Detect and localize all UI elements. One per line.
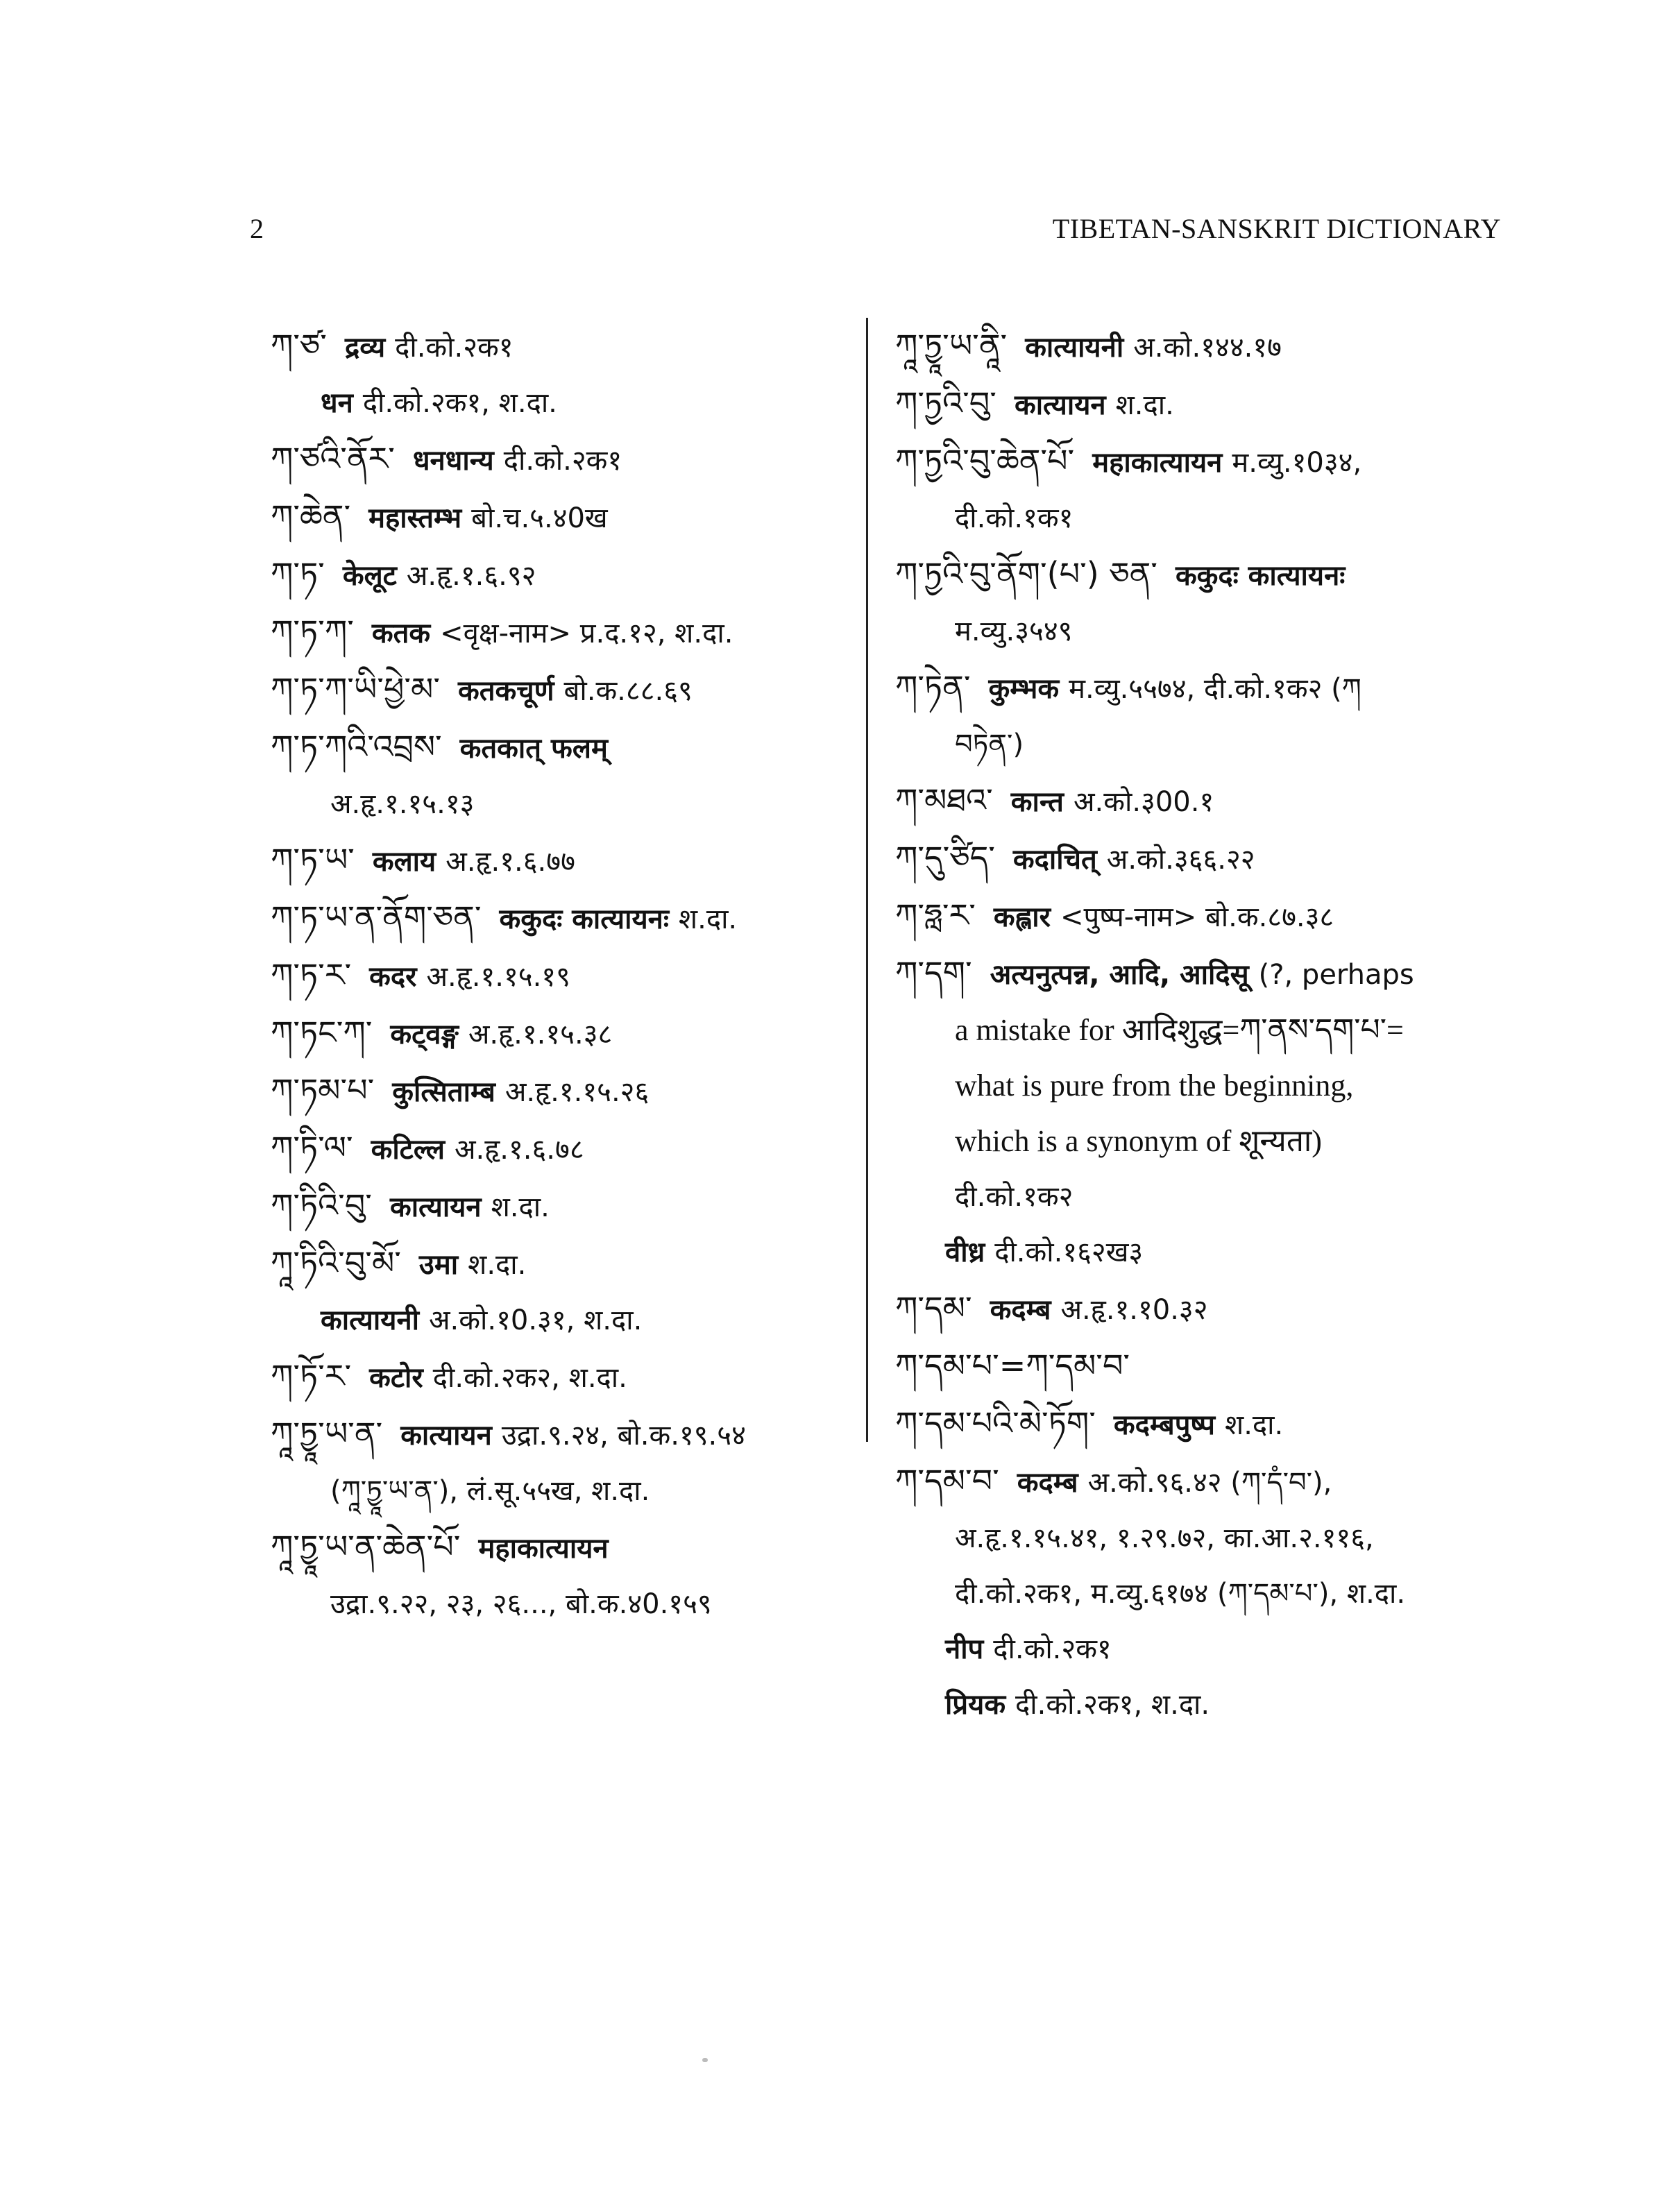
- source-reference: (?, perhaps: [1258, 959, 1414, 991]
- entry-continuation-line: [271, 1463, 847, 1519]
- entry-headline: [271, 1519, 847, 1576]
- source-reference: दी.को.२क१, श.दा.: [1015, 1689, 1210, 1721]
- sanskrit-equivalent: अत्यनुत्पन्न, आदि, आदिसू: [990, 959, 1249, 991]
- entry-continuation-line: [895, 1169, 1506, 1225]
- source-reference: श.दा.: [468, 1249, 527, 1281]
- entry-headline: [895, 830, 1506, 887]
- sanskrit-equivalent: धन: [321, 387, 353, 419]
- tibetan-headword: ཀ་ཏོ་ར་: [271, 1357, 352, 1395]
- dictionary-entry: [271, 661, 847, 719]
- entry-headline: [271, 1062, 847, 1120]
- sanskrit-equivalent: कदर: [369, 961, 417, 993]
- tibetan-headword: ཀ་ཏིའི་བུ་: [271, 1186, 372, 1224]
- sanskrit-equivalent: कतकचूर्ण: [457, 675, 554, 707]
- entry-headline: [271, 1177, 847, 1235]
- right-column: [895, 318, 1506, 1733]
- tibetan-headword: ཀ་ཏ་ཀའི་འབྲས་: [271, 728, 442, 765]
- entry-continuation-line: [271, 1293, 847, 1348]
- dictionary-entry: [895, 659, 1506, 772]
- dictionary-entry: [895, 1280, 1506, 1338]
- dictionary-entry: [271, 1519, 847, 1632]
- entry-headline: [271, 318, 847, 375]
- dictionary-entry: [271, 1348, 847, 1406]
- entry-headline: [271, 604, 847, 661]
- source-reference: दी.को.१६२ख३: [994, 1236, 1144, 1268]
- dictionary-entry: [271, 719, 847, 832]
- source-reference: a mistake for आदिशुद्ध=ཀ་ནས་དག་པ་=: [955, 1013, 1404, 1047]
- dictionary-entry: [271, 318, 847, 431]
- sanskrit-equivalent: महाकात्यायन: [1092, 447, 1223, 479]
- sanskrit-equivalent: कान्त: [1010, 786, 1064, 818]
- tibetan-headword: ཀ་ཏྱའི་བུ་ཆེན་པོ་: [895, 442, 1075, 479]
- sanskrit-equivalent: महास्तम्भ: [368, 502, 462, 534]
- dictionary-entry: [895, 1453, 1506, 1733]
- source-reference: म.व्यु.३५४९: [955, 615, 1073, 647]
- source-reference: <वृक्ष-नाम> प्र.द.१२, श.दा.: [440, 618, 733, 649]
- dictionary-entry: [895, 375, 1506, 433]
- dictionary-entry: [271, 1235, 847, 1348]
- sanskrit-equivalent: कह्लार: [993, 901, 1051, 933]
- source-reference: अ.हृ.१.६.७७: [446, 846, 575, 878]
- entry-headline: [271, 947, 847, 1005]
- source-reference: दी.को.२क१: [503, 445, 622, 477]
- source-reference: बो.क.८८.६९: [563, 675, 693, 707]
- sanskrit-equivalent: कदम्ब: [990, 1294, 1051, 1326]
- entry-continuation-line: [895, 717, 1506, 772]
- entry-continuation-line: [895, 1058, 1506, 1114]
- entry-continuation-line: [895, 491, 1506, 546]
- entry-headline: [895, 945, 1506, 1003]
- tibetan-headword: ཀ་ཏམ་པ་: [271, 1071, 375, 1109]
- source-reference: अ.हृ.१.१५.३८: [468, 1019, 613, 1050]
- tibetan-headword: ཀ་དམ་: [895, 1289, 972, 1327]
- entry-headline: [895, 887, 1506, 945]
- sanskrit-equivalent: उमा: [418, 1249, 459, 1281]
- dictionary-entry: [271, 1177, 847, 1235]
- source-reference: दी.को.२क१, श.दा.: [362, 387, 557, 419]
- sanskrit-equivalent: धनधान्य: [412, 445, 494, 477]
- source-reference: <पुष्प-नाम> बो.क.८७.३८: [1060, 901, 1334, 933]
- source-reference: दी.को.२क१: [395, 332, 514, 364]
- sanskrit-equivalent: कात्यायन: [1014, 389, 1106, 421]
- column-divider: [866, 318, 868, 1442]
- dictionary-entry: [895, 1338, 1506, 1395]
- entry-headline: [271, 661, 847, 719]
- entry-headline: [271, 1235, 847, 1293]
- tibetan-headword: ཀ་མཐའ་: [895, 781, 993, 819]
- entry-headline: [895, 1453, 1506, 1511]
- tibetan-headword: ཀ་ཙའི་ནོར་: [271, 440, 395, 477]
- tibetan-headword: ཀ་དམ་པའི་མེ་ཏོག་: [895, 1404, 1096, 1442]
- entry-continuation-line: [271, 375, 847, 431]
- dictionary-entry: [271, 1406, 847, 1519]
- source-reference: दी.को.२क१: [993, 1633, 1112, 1665]
- entry-headline: [271, 719, 847, 776]
- source-reference: अ.हृ.१.१५.२६: [504, 1076, 650, 1108]
- tibetan-headword: ཀ་ཏ་ཀ་: [271, 613, 354, 650]
- tibetan-headword: ཀ་ཏི་ལ་: [271, 1129, 353, 1166]
- entry-headline: [895, 659, 1506, 717]
- tibetan-headword: ཀཱ་ཏྱཱ་ཡ་ན་: [271, 1415, 383, 1452]
- dictionary-entry: [895, 772, 1506, 830]
- entry-headline: [895, 318, 1506, 375]
- source-reference: अ.हृ.१.६.९२: [406, 560, 536, 592]
- sanskrit-equivalent: कटिल्ल: [371, 1134, 445, 1166]
- sanskrit-equivalent: कतकात् फलम्: [459, 733, 608, 765]
- sanskrit-equivalent: नीप: [945, 1633, 984, 1665]
- left-column: [271, 318, 847, 1632]
- source-reference: दी.को.१क१: [955, 502, 1074, 534]
- sanskrit-equivalent: कात्यायनी: [1025, 332, 1124, 364]
- page-number: 2: [250, 213, 264, 244]
- entry-headline: [895, 1338, 1506, 1395]
- tibetan-headword: ཀཱ་ཏྱཱ་ཡ་ན་ཆེན་པོ་: [271, 1528, 461, 1565]
- dictionary-entry: [271, 1062, 847, 1120]
- entry-headline: [271, 1005, 847, 1062]
- dictionary-entry: [895, 1395, 1506, 1453]
- entry-headline: [271, 546, 847, 604]
- entry-continuation-line: [895, 1622, 1506, 1677]
- source-reference: བཏེན་): [955, 729, 1024, 760]
- dictionary-entry: [895, 546, 1506, 659]
- dictionary-entry: [895, 945, 1506, 1280]
- source-reference: अ.हृ.१.१५.१३: [330, 788, 475, 820]
- source-reference: अ.को.१0.३१, श.दा.: [429, 1304, 643, 1336]
- sanskrit-equivalent: कात्यायनी: [321, 1304, 419, 1336]
- entry-headline: [895, 546, 1506, 604]
- entry-headline: [271, 890, 847, 947]
- tibetan-headword: ཀ་ཏ་ཀ་ཡི་ཕྱེ་མ་: [271, 670, 440, 708]
- entry-continuation-line: [271, 776, 847, 832]
- tibetan-headword: ཀ་དམ་པ་=ཀ་དམ་བ་: [895, 1347, 1130, 1384]
- dictionary-entry: [271, 431, 847, 488]
- source-reference: श.दा.: [678, 903, 738, 935]
- sanskrit-equivalent: वीध्र: [945, 1236, 985, 1268]
- entry-headline: [895, 1395, 1506, 1453]
- source-reference: (ཀཱ་ཏྱཱ་ཡ་ན་), लं.सू.५५ख, श.दा.: [330, 1475, 650, 1507]
- source-reference: उद्रा.९.२२, २३, २६..., बो.क.४0.१५९: [330, 1588, 712, 1620]
- tibetan-headword: ཀ་ཏ་ཡ་ན་ནོག་ཅན་: [271, 899, 482, 936]
- tibetan-headword: ཀ་ཏ་ར་: [271, 956, 352, 994]
- tibetan-headword: ཀ་ཏ་ཡ་: [271, 841, 355, 878]
- entry-continuation-line: [895, 1225, 1506, 1280]
- tibetan-headword: ཀ་ཏང་ཀ་: [271, 1014, 373, 1051]
- sanskrit-equivalent: केलूट: [342, 560, 397, 592]
- dictionary-entry: [895, 830, 1506, 887]
- sanskrit-equivalent: द्रव्य: [344, 332, 386, 364]
- tibetan-headword: ཀ་ཧླ་ར་: [895, 896, 976, 934]
- sanskrit-equivalent: कात्यायन: [400, 1420, 492, 1452]
- sanskrit-equivalent: ककुदः कात्यायनः: [499, 903, 669, 935]
- source-reference: म.व्यु.१0३४,: [1232, 447, 1362, 479]
- sanskrit-equivalent: ककुदः कात्यायनः: [1175, 560, 1346, 592]
- entry-headline: [895, 772, 1506, 830]
- dictionary-entry: [271, 546, 847, 604]
- sanskrit-equivalent: कदाचित्: [1012, 844, 1097, 876]
- entry-continuation-line: [271, 1576, 847, 1632]
- tibetan-headword: ཀ་ཆེན་: [271, 497, 351, 535]
- tibetan-headword: ཀ་དམ་བ་: [895, 1462, 999, 1499]
- source-reference: दी.को.२क२, श.दा.: [432, 1362, 627, 1394]
- sanskrit-equivalent: कुम्भक: [988, 673, 1060, 705]
- entry-continuation-line: [895, 1114, 1506, 1169]
- source-reference: श.दा.: [491, 1191, 550, 1223]
- sanskrit-equivalent: कदम्बपुष्प: [1113, 1409, 1216, 1441]
- entry-headline: [271, 1406, 847, 1463]
- source-reference: अ.हृ.१.१0.३२: [1060, 1294, 1208, 1326]
- source-reference: अ.को.९६.४२ (ཀ་དཾ་བ་),: [1087, 1467, 1332, 1499]
- tibetan-headword: ཀ་ཏྱའི་བུ་ནོག་(པ་) ཅན་: [895, 555, 1157, 593]
- source-reference: अ.को.३00.१: [1073, 786, 1214, 818]
- source-reference: अ.हृ.१.६.७८: [455, 1134, 584, 1166]
- entry-headline: [271, 488, 847, 546]
- sanskrit-equivalent: कदम्ब: [1017, 1467, 1078, 1499]
- tibetan-headword: ཀ་ཏ་: [271, 555, 325, 593]
- source-reference: बो.च.५.४0ख: [471, 502, 608, 534]
- entry-continuation-line: [895, 1003, 1506, 1058]
- entry-headline: [271, 832, 847, 890]
- tibetan-headword: ཀ་དག་: [895, 954, 972, 992]
- dictionary-entry: [271, 1120, 847, 1177]
- dictionary-entry: [895, 887, 1506, 945]
- running-title: TIBETAN-SANSKRIT DICTIONARY: [1052, 213, 1501, 244]
- sanskrit-equivalent: प्रियक: [945, 1689, 1006, 1721]
- entry-continuation-line: [895, 604, 1506, 659]
- sanskrit-equivalent: कट्वङ्ग: [390, 1019, 459, 1050]
- dictionary-entry: [271, 604, 847, 661]
- entry-continuation-line: [895, 1566, 1506, 1622]
- entry-continuation-line: [895, 1511, 1506, 1566]
- entry-headline: [271, 1348, 847, 1406]
- sanskrit-equivalent: कलाय: [372, 846, 436, 878]
- sanskrit-equivalent: कटोर: [369, 1362, 423, 1394]
- tibetan-headword: ཀ་ཏྱའི་བུ་: [895, 384, 996, 422]
- scan-speck: [702, 2058, 708, 2062]
- sanskrit-equivalent: कतक: [371, 618, 431, 649]
- entry-headline: [895, 1280, 1506, 1338]
- entry-headline: [271, 1120, 847, 1177]
- tibetan-headword: ཀ་དུ་ཙིད་: [895, 839, 995, 876]
- source-reference: उद्रा.९.२४, बो.क.१९.५४: [501, 1420, 746, 1452]
- sanskrit-equivalent: कुत्सिताम्ब: [392, 1076, 495, 1108]
- source-reference: what is pure from the beginning,: [955, 1069, 1354, 1103]
- sanskrit-equivalent: कात्यायन: [389, 1191, 482, 1223]
- tibetan-headword: ཀ་ཙ་: [271, 327, 327, 364]
- entry-headline: [895, 375, 1506, 433]
- source-reference: दी.को.१क२: [955, 1181, 1074, 1213]
- tibetan-headword: ཀཱ་ཏིའི་བུ་མོ་: [271, 1244, 401, 1282]
- dictionary-entry: [271, 890, 847, 947]
- dictionary-entry: [271, 947, 847, 1005]
- source-reference: which is a synonym of शून्यता): [955, 1124, 1322, 1158]
- tibetan-headword: ཀཱ་ཏྱཱ་ཡ་ནཱི་: [895, 327, 1008, 364]
- source-reference: अ.हृ.१.१५.१९: [426, 961, 570, 993]
- dictionary-entry: [895, 433, 1506, 546]
- source-reference: अ.हृ.१.१५.४१, १.२९.७२, का.आ.२.११६,: [955, 1522, 1374, 1554]
- source-reference: अ.को.३६६.२२: [1106, 844, 1255, 876]
- dictionary-entry: [271, 488, 847, 546]
- source-reference: श.दा.: [1115, 389, 1174, 421]
- source-reference: दी.को.२क१, म.व्यु.६१७४ (ཀ་དམ་པ་), श.दा.: [955, 1578, 1406, 1610]
- dictionary-entry: [271, 832, 847, 890]
- tibetan-headword: ཀ་ཏེན་: [895, 668, 971, 706]
- entry-headline: [271, 431, 847, 488]
- source-reference: म.व्यु.५५७४, दी.को.१क२ (ཀ: [1069, 673, 1361, 705]
- entry-continuation-line: [895, 1677, 1506, 1733]
- dictionary-entry: [271, 1005, 847, 1062]
- source-reference: श.दा.: [1225, 1409, 1284, 1441]
- source-reference: अ.को.१४४.१७: [1133, 332, 1282, 364]
- sanskrit-equivalent: महाकात्यायन: [478, 1533, 609, 1565]
- entry-headline: [895, 433, 1506, 491]
- dictionary-entry: [895, 318, 1506, 375]
